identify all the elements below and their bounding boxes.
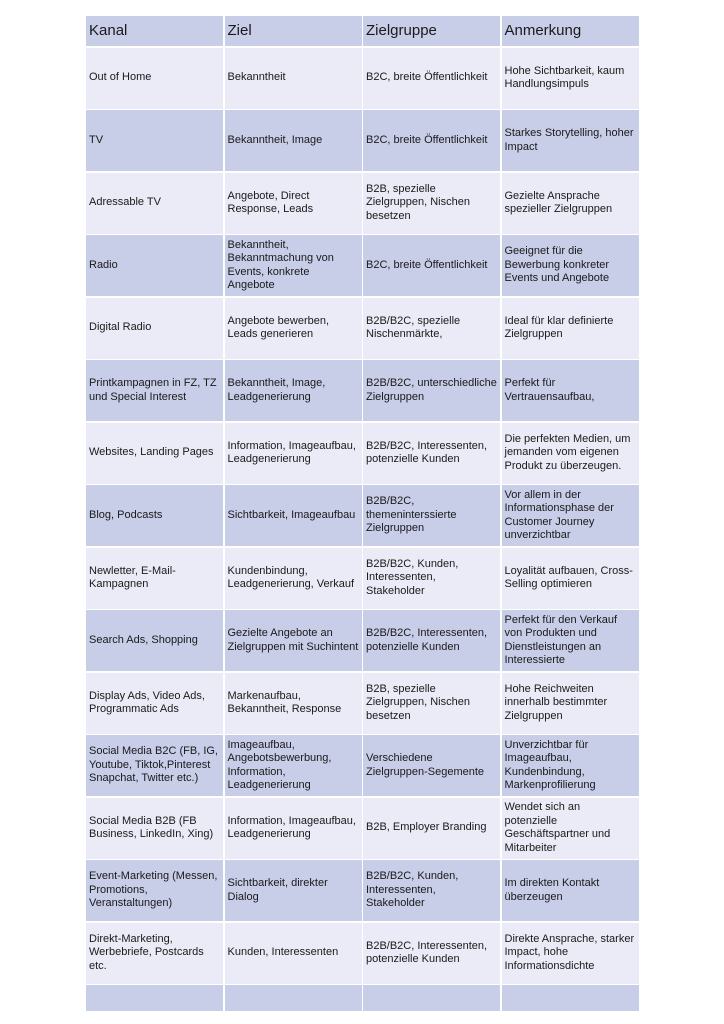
table-cell-anmerkung: Vor allem in der Informationsphase der Customer Journey unverzichtbar <box>502 485 639 546</box>
table-cell-anmerkung: Geeignet für die Bewerbung konkreter Events und Angebote <box>502 235 639 296</box>
table-cell-anmerkung: Hohe Reichweiten innerhalb bestimmter Zielgruppen <box>502 673 639 734</box>
table-cell-zielgruppe: B2B, spezielle Zielgruppen, Nischen besetzen <box>363 173 500 234</box>
table-cell-ziel: Kundenbindung, Leadgenerierung, Verkauf <box>225 548 362 609</box>
table-cell-kanal: Websites, Landing Pages <box>86 423 223 484</box>
table-cell-anmerkung: Hohe Sichtbarkeit, kaum Handlungsimpuls <box>502 48 639 109</box>
table-cell-kanal: TV <box>86 110 223 171</box>
channel-table <box>86 16 638 1011</box>
table-cell-kanal: Blog, Podcasts <box>86 485 223 546</box>
table-cell-anmerkung: Direkte Ansprache, starker Impact, hohe Informationsdichte <box>502 923 639 984</box>
table-cell-ziel: Bekanntheit, Image, Leadgenerierung <box>225 360 362 421</box>
table-cell-zielgruppe: B2C, breite Öffentlichkeit <box>363 110 500 171</box>
table-cell-anmerkung: Wendet sich an potenzielle Geschäftspartner und Mitarbeiter <box>502 798 639 859</box>
table-cell-zielgruppe: B2C, breite Öffentlichkeit <box>363 235 500 296</box>
table-cell-anmerkung: Ideal für klar definierte Zielgruppen <box>502 298 639 359</box>
table-cell-kanal: Social Media B2C (FB, IG, Youtube, Tiktok,Pinterest Snapchat, Twitter etc.) <box>86 735 223 796</box>
table-cell-anmerkung: Perfekt für den Verkauf von Produkten und Dienstleistungen an Interessierte <box>502 610 639 671</box>
table-cell-zielgruppe: B2B/B2C, Interessenten, potenzielle Kunden <box>363 423 500 484</box>
table-cell-ziel: Imageaufbau, Angebotsbewerbung, Information, Leadgenerierung <box>225 735 362 796</box>
table-cell-kanal: Radio <box>86 235 223 296</box>
table-cell-anmerkung: Die perfekten Medien, um jemanden vom eigenen Produkt zu überzeugen. <box>502 423 639 484</box>
table-cell-kanal: Event-Marketing (Messen, Promotions, Veranstaltungen) <box>86 860 223 921</box>
table-cell-zielgruppe: B2B/B2C, Interessenten, potenzielle Kunden <box>363 610 500 671</box>
header-ziel: Ziel <box>225 16 362 46</box>
table-cell-ziel: Gezielte Angebote an Zielgruppen mit Suchintent <box>225 610 362 671</box>
header-kanal: Kanal <box>86 16 223 46</box>
table-cell-kanal: Adressable TV <box>86 173 223 234</box>
table-cell-zielgruppe: B2B, Employer Branding <box>363 798 500 859</box>
table-cell-anmerkung: Gezielte Ansprache spezieller Zielgruppen <box>502 173 639 234</box>
table-cell-ziel: Bekanntheit, Bekanntmachung von Events, konkrete Angebote <box>225 235 362 296</box>
table-cell-anmerkung: Im direkten Kontakt überzeugen <box>502 860 639 921</box>
table-cell-anmerkung: Perfekt für Vertrauensaufbau, <box>502 360 639 421</box>
table-cell-ziel: Information, Imageaufbau, Leadgenerierung <box>225 423 362 484</box>
table-cell-zielgruppe: B2B/B2C, unterschiedliche Zielgruppen <box>363 360 500 421</box>
table-cell-kanal: Social Media B2B (FB Business, LinkedIn, Xing) <box>86 798 223 859</box>
table-empty-cell <box>86 985 223 1011</box>
header-zielgruppe: Zielgruppe <box>363 16 500 46</box>
table-cell-ziel: Angebote bewerben, Leads generieren <box>225 298 362 359</box>
table-cell-zielgruppe: B2B, spezielle Zielgruppen, Nischen besetzen <box>363 673 500 734</box>
table-cell-zielgruppe: B2C, breite Öffentlichkeit <box>363 48 500 109</box>
table-cell-ziel: Information, Imageaufbau, Leadgenerierung <box>225 798 362 859</box>
table-cell-zielgruppe: B2B/B2C, Kunden, Interessenten, Stakeholder <box>363 860 500 921</box>
header-anmerkung: Anmerkung <box>502 16 639 46</box>
table-cell-anmerkung: Unverzichtbar für Imageaufbau, Kundenbindung, Markenprofilierung <box>502 735 639 796</box>
table-cell-kanal: Direkt-Marketing, Werbebriefe, Postcards etc. <box>86 923 223 984</box>
table-cell-ziel: Angebote, Direct Response, Leads <box>225 173 362 234</box>
table-cell-zielgruppe: B2B/B2C, themeninterssierte Zielgruppen <box>363 485 500 546</box>
table-cell-kanal: Digital Radio <box>86 298 223 359</box>
table-empty-cell <box>502 985 639 1011</box>
table-cell-ziel: Bekanntheit <box>225 48 362 109</box>
table-cell-kanal: Search Ads, Shopping <box>86 610 223 671</box>
table-cell-ziel: Kunden, Interessenten <box>225 923 362 984</box>
table-cell-anmerkung: Loyalität aufbauen, Cross-Selling optimieren <box>502 548 639 609</box>
table-cell-zielgruppe: B2B/B2C, Kunden, Interessenten, Stakeholder <box>363 548 500 609</box>
table-cell-ziel: Sichtbarkeit, direkter Dialog <box>225 860 362 921</box>
table-cell-anmerkung: Starkes Storytelling, hoher Impact <box>502 110 639 171</box>
table-empty-cell <box>225 985 362 1011</box>
table-cell-zielgruppe: B2B/B2C, spezielle Nischenmärkte, <box>363 298 500 359</box>
table-cell-kanal: Out of Home <box>86 48 223 109</box>
table-cell-kanal: Newletter, E-Mail-Kampagnen <box>86 548 223 609</box>
table-cell-kanal: Printkampagnen in FZ, TZ und Special Interest <box>86 360 223 421</box>
table-cell-kanal: Display Ads, Video Ads, Programmatic Ads <box>86 673 223 734</box>
table-empty-cell <box>363 985 500 1011</box>
table-cell-ziel: Markenaufbau, Bekanntheit, Response <box>225 673 362 734</box>
table-cell-ziel: Bekanntheit, Image <box>225 110 362 171</box>
table-cell-zielgruppe: Verschiedene Zielgruppen-Segemente <box>363 735 500 796</box>
table-cell-zielgruppe: B2B/B2C, Interessenten, potenzielle Kunden <box>363 923 500 984</box>
table-cell-ziel: Sichtbarkeit, Imageaufbau <box>225 485 362 546</box>
